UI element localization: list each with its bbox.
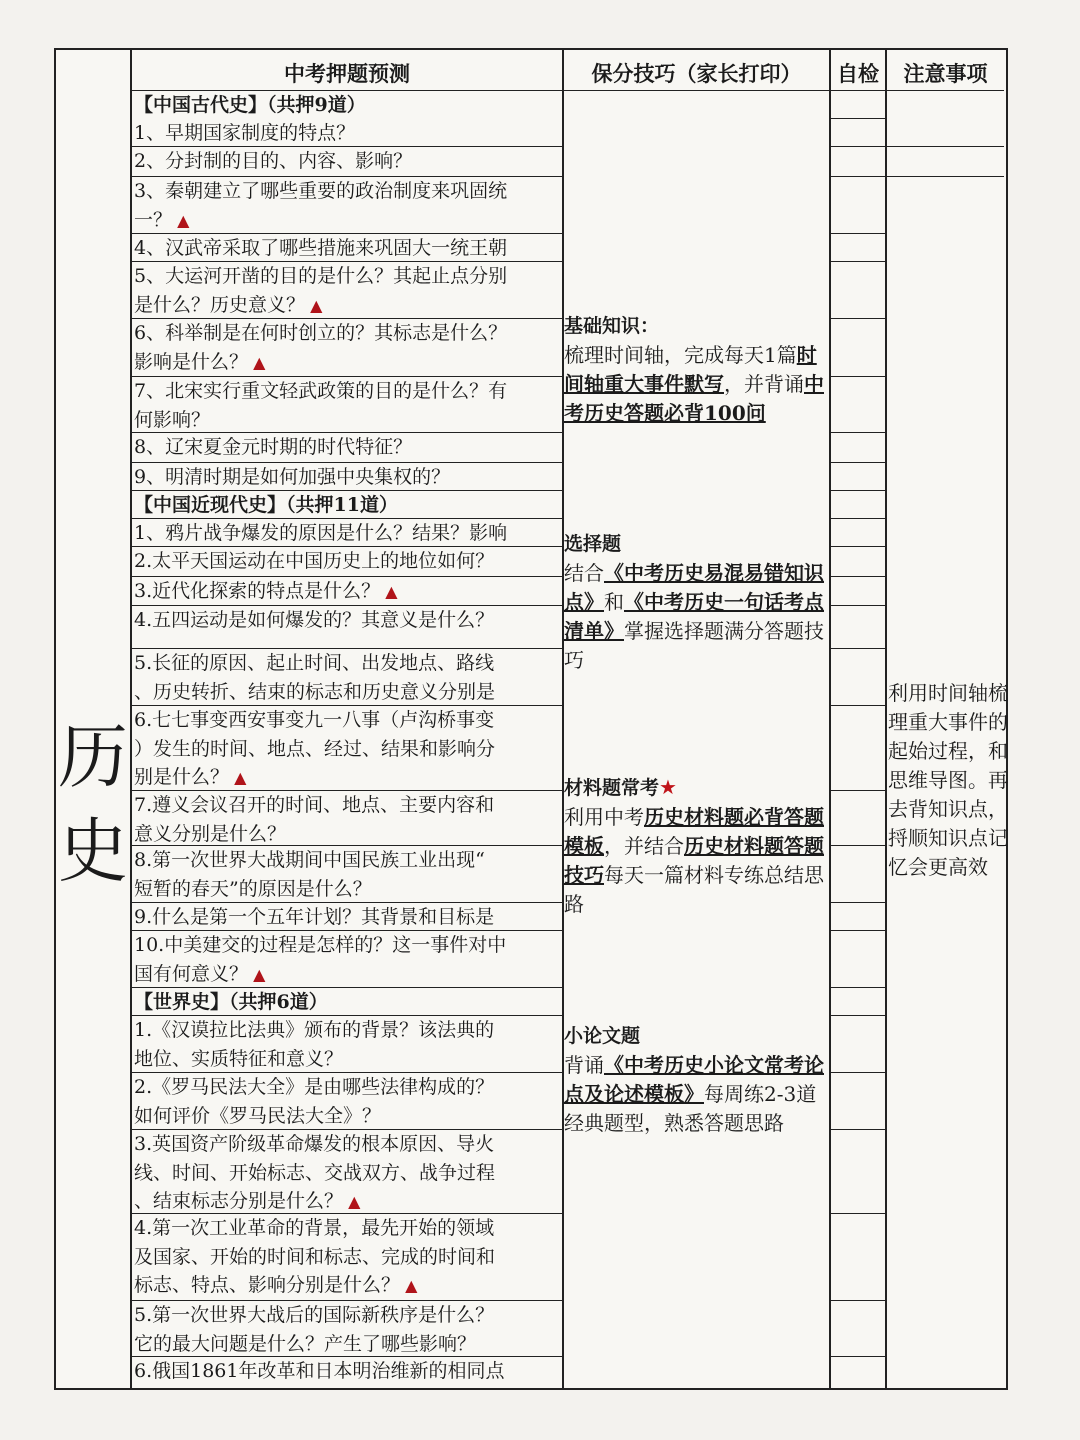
- triangle-marker-icon: ▲: [400, 1276, 418, 1295]
- row-divider: [829, 146, 886, 147]
- tip-choice-link-1: 《中考历史易混易错知识点》: [564, 561, 824, 614]
- question-text: 8.第一次世界大战期间中国民族工业出现“: [134, 849, 485, 871]
- question-text: 7、北宋实行重文轻武政策的目的是什么？有: [134, 380, 508, 402]
- triangle-marker-icon: ▲: [248, 964, 266, 984]
- question-item: [134, 903, 564, 932]
- question-text: 5、大运河开凿的目的是什么？其起止点分别: [134, 265, 508, 287]
- tip-basic-text: ，并背诵: [724, 372, 804, 396]
- row-divider: [829, 376, 886, 377]
- row-divider: [829, 987, 886, 988]
- tip-material-text: 利用中考: [564, 805, 644, 829]
- row-divider: [829, 318, 886, 319]
- question-item: [134, 649, 564, 706]
- question-text: 【中国古代史】（共押9道）: [134, 94, 366, 116]
- question-text: 【世界史】（共押6道）: [134, 991, 328, 1013]
- row-divider: [829, 1129, 886, 1130]
- question-item: [134, 147, 564, 176]
- row-divider: [829, 1072, 886, 1073]
- question-text: 【中国近现代史】（共押11道）: [134, 494, 398, 516]
- header-notes: 注意事项: [903, 62, 988, 86]
- question-text: 6、科举制是在何时创立的？其标志是什么？: [134, 322, 508, 344]
- row-divider: [829, 176, 886, 177]
- question-item: [134, 577, 564, 607]
- question-text: ）发生的时间、地点、经过、结果和影响分: [134, 737, 496, 760]
- question-item: [134, 1130, 564, 1217]
- tip-material-link-2: 历史材料题答题技巧: [564, 834, 824, 887]
- row-divider: [829, 118, 886, 119]
- row-divider: [829, 1015, 886, 1016]
- row-divider: [829, 432, 886, 433]
- note-text: 利用时间轴梳理重大事件的起始过程，和思维导图。再去背知识点，捋顺知识点记忆会更高效: [888, 681, 1008, 879]
- row-divider: [885, 146, 1004, 147]
- question-text: 3.近代化探索的特点是什么？: [134, 580, 381, 602]
- question-item: [134, 319, 564, 377]
- question-text: 别是什么？: [134, 766, 230, 788]
- header-self-check: 自检: [837, 62, 879, 86]
- question-text: 意义分别是什么？: [134, 822, 287, 845]
- question-text: 一？: [134, 208, 173, 231]
- question-text: 10.中美建交的过程是怎样的？这一事件对中: [134, 934, 507, 956]
- tip-essay: [564, 1021, 830, 1138]
- tip-choice-title: 选择题: [564, 533, 622, 555]
- question-text: 及国家、开始的时间和标志、完成的时间和: [134, 1245, 496, 1268]
- question-text: 4.第一次工业革命的背景，最先开始的领域: [134, 1217, 495, 1239]
- header-questions: 中考押题预测: [284, 62, 410, 86]
- tip-material-link-1: 历史材料题必背答题模板: [564, 805, 824, 858]
- question-text: 3、秦朝建立了哪些重要的政治制度来巩固统: [134, 180, 508, 202]
- question-text: 5.第一次世界大战后的国际新秩序是什么？: [134, 1304, 495, 1326]
- row-divider: [829, 845, 886, 846]
- question-item: [134, 177, 564, 235]
- question-text: 8、辽宋夏金元时期的时代特征？: [134, 436, 413, 458]
- question-item: [134, 846, 564, 903]
- row-divider: [829, 705, 886, 706]
- section-heading: [134, 988, 564, 1017]
- row-divider: [829, 490, 886, 491]
- question-text: 标志、特点、影响分别是什么？: [134, 1274, 401, 1296]
- question-item: [134, 234, 564, 263]
- column-divider: [829, 48, 831, 1388]
- question-item: [134, 931, 564, 989]
- question-text: 如何评价《罗马民法大全》？: [134, 1104, 382, 1127]
- row-divider: [829, 930, 886, 931]
- section-heading: [134, 491, 564, 520]
- row-divider: [829, 605, 886, 606]
- question-item: [134, 1357, 564, 1386]
- question-text: 4.五四运动是如何爆发的？其意义是什么？: [134, 609, 495, 631]
- question-item: [134, 119, 564, 148]
- question-item: [134, 377, 564, 434]
- question-item: [134, 1073, 564, 1130]
- column-divider: [130, 48, 132, 1388]
- row-divider: [829, 902, 886, 903]
- question-text: 线、时间、开始标志、交战双方、战争过程: [134, 1161, 496, 1184]
- question-text: 2.《罗马民法大全》是由哪些法律构成的？: [134, 1076, 495, 1098]
- tip-choice: [564, 529, 830, 675]
- row-divider: [829, 462, 886, 463]
- subject-char-2: 史: [58, 810, 128, 892]
- question-text: 2.太平天国运动在中国历史上的地位如何？: [134, 550, 495, 572]
- row-divider: [829, 1356, 886, 1357]
- column-divider: [885, 48, 887, 1388]
- question-text: 1、鸦片战争爆发的原因是什么？结果？影响: [134, 522, 508, 544]
- question-text: 2、分封制的目的、内容、影响？: [134, 150, 413, 172]
- question-item: [134, 706, 564, 793]
- question-text: 何影响？: [134, 408, 211, 431]
- tip-material: [564, 773, 830, 919]
- question-item: [134, 262, 564, 320]
- tip-material-text: ，并结合: [604, 834, 684, 858]
- tip-essay-text: 背诵: [564, 1053, 604, 1077]
- question-text: 短暂的春天”的原因是什么？: [134, 877, 372, 900]
- question-text: 4、汉武帝采取了哪些措施来巩固大一统王朝: [134, 237, 508, 259]
- row-divider: [829, 1213, 886, 1214]
- tip-basic-link-2: 中考历史答题必背100问: [564, 372, 824, 425]
- row-divider: [829, 1300, 886, 1301]
- tip-choice-text: 结合: [564, 561, 604, 585]
- tip-material-text: 每天一篇材料专练总结思路: [564, 863, 824, 916]
- question-text: 、结束标志分别是什么？: [134, 1190, 344, 1212]
- question-text: 6.俄国1861年改革和日本明治维新的相同点: [134, 1360, 505, 1382]
- row-divider: [829, 790, 886, 791]
- question-text: 9、明清时期是如何加强中央集权的？: [134, 466, 451, 488]
- row-divider: [829, 576, 886, 577]
- tip-material-title: 材料题常考: [564, 777, 660, 799]
- tip-basic-link-1: 时间轴重大事件默写: [564, 343, 817, 396]
- tip-essay-text: 每周练2-3道经典题型，熟悉答题思路: [564, 1082, 817, 1135]
- header-tips: 保分技巧（家长打印）: [591, 62, 802, 86]
- triangle-marker-icon: ▲: [380, 582, 398, 601]
- question-text: 6.七七事变西安事变九一八事（卢沟桥事变: [134, 709, 495, 731]
- question-item: [134, 433, 564, 462]
- question-text: 、历史转折、结束的标志和历史意义分别是: [134, 680, 496, 703]
- question-text: 1、早期国家制度的特点？: [134, 122, 356, 144]
- question-text: 5.长征的原因、起止时间、出发地点、路线: [134, 652, 495, 674]
- star-icon: ★: [659, 775, 677, 799]
- tip-basic: [564, 311, 830, 428]
- question-item: [134, 1301, 564, 1358]
- question-item: [134, 463, 564, 492]
- triangle-marker-icon: ▲: [248, 352, 266, 372]
- tip-choice-text: 掌握选择题满分答题技巧: [564, 619, 824, 672]
- row-divider: [829, 233, 886, 234]
- row-divider: [885, 176, 1004, 177]
- tip-basic-text: 梳理时间轴，完成每天1篇: [564, 343, 797, 367]
- row-divider: [829, 518, 886, 519]
- question-text: 影响是什么？: [134, 350, 249, 373]
- question-text: 3.英国资产阶级革命爆发的根本原因、导火: [134, 1133, 495, 1155]
- row-divider: [829, 261, 886, 262]
- question-item: [134, 606, 564, 635]
- question-text: 9.什么是第一个五年计划？其背景和目标是: [134, 906, 495, 928]
- triangle-marker-icon: ▲: [172, 210, 190, 230]
- tip-essay-title: 小论文题: [564, 1025, 641, 1047]
- triangle-marker-icon: ▲: [305, 295, 323, 315]
- question-text: 它的最大问题是什么？产生了哪些影响？: [134, 1332, 477, 1355]
- question-text: 国有何意义？: [134, 962, 249, 985]
- question-text: 7.遵义会议召开的时间、地点、主要内容和: [134, 794, 495, 816]
- question-item: [134, 1214, 564, 1301]
- tip-basic-title: 基础知识：: [564, 315, 660, 337]
- row-divider: [829, 648, 886, 649]
- tip-choice-link-2: 《中考历史一句话考点清单》: [564, 590, 824, 643]
- triangle-marker-icon: ▲: [229, 768, 247, 787]
- question-text: 地位、实质特征和意义？: [134, 1047, 344, 1070]
- tip-essay-link-1: 《中考历史小论文常考论点及论述模板》: [564, 1053, 824, 1106]
- question-item: [134, 519, 564, 548]
- question-text: 1.《汉谟拉比法典》颁布的背景？该法典的: [134, 1019, 495, 1041]
- tip-choice-text: 和: [604, 590, 624, 614]
- question-item: [134, 791, 564, 848]
- question-text: 是什么？历史意义？: [134, 293, 306, 316]
- triangle-marker-icon: ▲: [343, 1192, 361, 1211]
- subject-char-1: 历: [58, 716, 128, 798]
- row-divider: [829, 546, 886, 547]
- question-item: [134, 547, 564, 576]
- section-heading: [134, 91, 564, 120]
- question-item: [134, 1016, 564, 1073]
